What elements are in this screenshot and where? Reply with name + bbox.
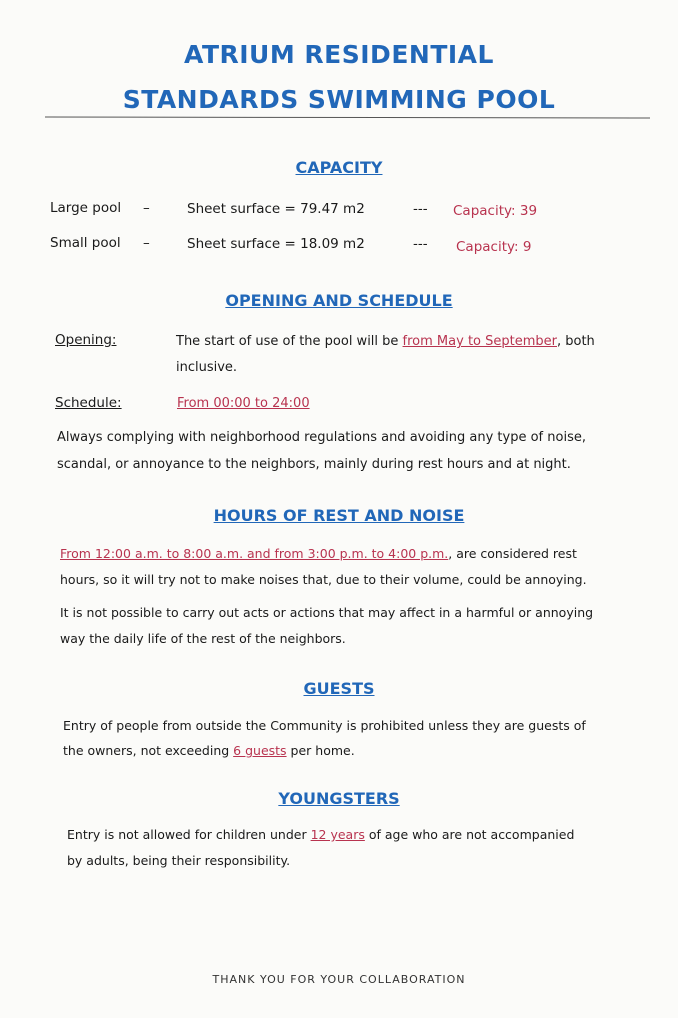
guests-line-1: Entry of people from outside the Community is prohibited unless they are guests of <box>63 718 586 733</box>
opening-schedule-heading: OPENING AND SCHEDULE <box>225 291 453 310</box>
title-divider <box>45 116 650 118</box>
pool-capacity: Capacity: 9 <box>456 239 532 255</box>
rest-hours-line-2: hours, so it will try not to make noises that, due to their volume, could be annoying. <box>60 572 587 587</box>
schedule-note-line-2: scandal, or annoyance to the neighbors, mainly during rest hours and at night. <box>57 457 571 472</box>
sheet-surface: Sheet surface = 79.47 m2 <box>187 201 365 217</box>
dash: – <box>143 235 150 251</box>
guests-limit: 6 guests <box>233 743 287 758</box>
guests-line-2: the owners, not exceeding 6 guests per home. <box>63 743 355 758</box>
noise-rule-line-2: way the daily life of the rest of the neighbors. <box>60 631 346 646</box>
pool-label: Small pool <box>50 235 121 251</box>
dash: – <box>143 200 150 216</box>
pool-label: Large pool <box>50 200 122 216</box>
opening-label: Opening: <box>55 332 117 348</box>
schedule-label: Schedule: <box>55 395 122 411</box>
opening-text: The start of use of the pool will be from May to September, both <box>176 334 595 349</box>
guests-heading: GUESTS <box>303 679 375 698</box>
capacity-heading: CAPACITY <box>295 158 383 177</box>
title-line-1: ATRIUM RESIDENTIAL <box>184 40 494 69</box>
title-line-2: STANDARDS SWIMMING POOL <box>122 85 556 114</box>
footer-thanks: THANK YOU FOR YOUR COLLABORATION <box>212 973 466 986</box>
rest-noise-heading: HOURS OF REST AND NOISE <box>213 506 465 525</box>
pool-capacity: Capacity: 39 <box>453 203 538 219</box>
age-limit: 12 years <box>310 827 365 842</box>
schedule-note-line-1: Always complying with neighborhood regulations and avoiding any type of noise, <box>57 430 586 445</box>
youngsters-heading: YOUNGSTERS <box>278 789 400 808</box>
rest-hours-line-1: From 12:00 a.m. to 8:00 a.m. and from 3:00 p.m. to 4:00 p.m., are considered rest <box>60 546 577 561</box>
noise-rule-line-1: It is not possible to carry out acts or actions that may affect in a harmful or annoying <box>60 605 594 620</box>
sheet-surface: Sheet surface = 18.09 m2 <box>187 236 365 252</box>
separator: --- <box>413 236 428 252</box>
schedule-value: From 00:00 to 24:00 <box>177 396 310 411</box>
youngsters-line-2: by adults, being their responsibility. <box>67 853 291 868</box>
rest-hours-period: From 12:00 a.m. to 8:00 a.m. and from 3:00 p.m. to 4:00 p.m. <box>60 546 449 561</box>
youngsters-line-1: Entry is not allowed for children under 12 years of age who are not accompanied <box>67 827 575 842</box>
opening-text-line-2: inclusive. <box>176 360 238 375</box>
opening-period: from May to September <box>402 334 557 349</box>
separator: --- <box>413 201 428 217</box>
